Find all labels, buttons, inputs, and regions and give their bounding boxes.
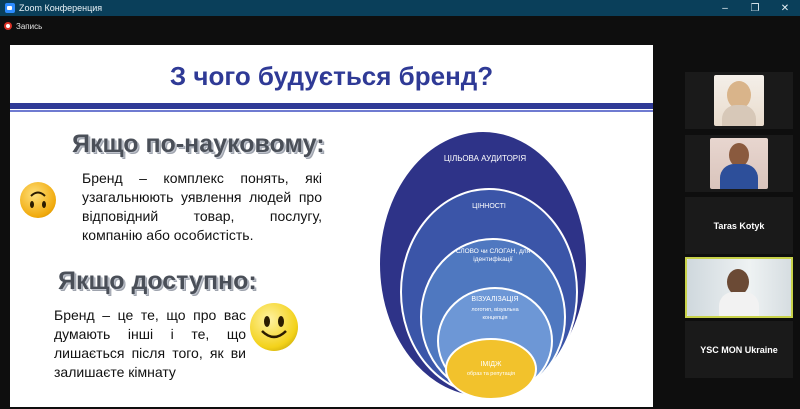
window-title: Zoom Конференция xyxy=(19,3,103,13)
smiley-face-icon xyxy=(250,303,298,351)
label-image-2: образ та репутація xyxy=(466,371,516,377)
minimize-button[interactable]: – xyxy=(722,2,728,14)
label-values: ЦІННОСТІ xyxy=(472,203,506,210)
window-titlebar xyxy=(0,0,800,16)
participant-tile-taras[interactable] xyxy=(685,197,793,254)
participant-photo-2 xyxy=(710,138,768,189)
label-visualization-3: концепція xyxy=(482,315,508,321)
maximize-button[interactable]: ❐ xyxy=(750,2,760,14)
simple-definition: Бренд – це те, що про вас думають інші і те, що лишається після того, як ви залишаєте кімнату xyxy=(54,307,246,380)
participant-video-1[interactable] xyxy=(685,72,793,129)
label-target-audience: ЦІЛЬОВА АУДИТОРІЯ xyxy=(443,154,527,163)
participant-video-active[interactable] xyxy=(685,257,793,318)
label-slogan-1: СЛОВО чи СЛОГАН, для xyxy=(455,248,531,255)
title-rule-thin xyxy=(10,110,653,112)
zoom-logo-icon xyxy=(5,3,15,13)
participant-photo-1 xyxy=(714,75,764,126)
participant-photo-3 xyxy=(687,259,791,316)
participant-tile-ysc[interactable] xyxy=(685,321,793,378)
title-rule xyxy=(10,103,653,109)
heading-scientific: Якщо по-науковому: xyxy=(72,130,325,158)
heading-simple: Якщо доступно: xyxy=(58,267,257,295)
scientific-definition: Бренд – комплекс понять, які узагальнюють уявлення людей про відповідний товар, послугу, компанію або особистість. xyxy=(82,170,322,243)
participant-name: Taras Kotyk xyxy=(713,220,765,231)
recording-label: Запись xyxy=(16,21,43,31)
brand-diagram xyxy=(357,129,587,399)
label-visualization-1: ВІЗУАЛІЗАЦІЯ xyxy=(471,296,519,303)
label-image-1: ІМІДЖ xyxy=(480,361,502,368)
label-slogan-2: ідентифікації xyxy=(473,256,513,263)
shared-slide xyxy=(10,45,653,407)
participant-video-2[interactable] xyxy=(685,135,793,192)
participant-name: YSC MON Ukraine xyxy=(700,344,778,355)
record-icon xyxy=(4,22,12,30)
recording-indicator[interactable] xyxy=(4,20,42,32)
upside-down-face-icon xyxy=(20,182,56,218)
label-visualization-2: логотип, візуальна xyxy=(471,307,519,313)
slide-title: З чого будується бренд? xyxy=(169,61,494,91)
close-button[interactable]: ✕ xyxy=(780,2,790,14)
window-controls xyxy=(710,0,800,16)
core-image xyxy=(446,339,536,399)
